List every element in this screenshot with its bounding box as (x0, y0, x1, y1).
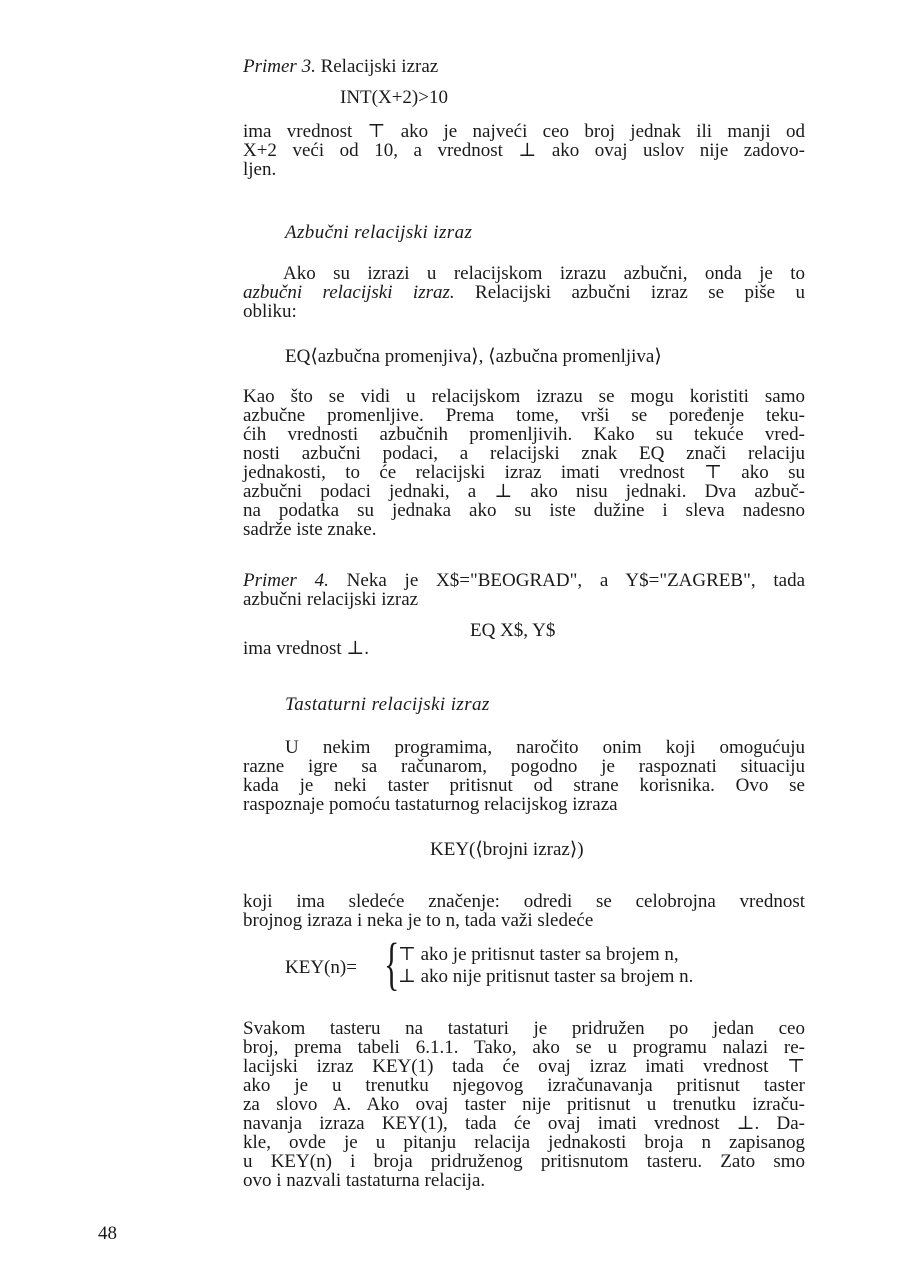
paragraph-line: ljen. (243, 159, 277, 180)
paragraph-line: Kao što se vidi u relacijskom izrazu se mogu koristiti samo (243, 386, 805, 407)
paragraph-line: nosti azbučni podaci, a relacijski znak EQ znači relaciju (243, 443, 805, 464)
left-brace-icon: { (384, 931, 400, 996)
section1-paragraph1 (243, 264, 805, 321)
paragraph-line: ima vrednost ⊤ ako je najveći ceo broj jednak ili manji od (243, 121, 805, 142)
section2-paragraph3 (243, 1019, 805, 1190)
page-number: 48 (98, 1223, 117, 1244)
section-heading-keyboard: Tastaturni relacijski izraz (285, 694, 490, 715)
paragraph-line: broj, prema tabeli 6.1.1. Tako, ako se u programu nalazi re- (243, 1037, 805, 1058)
example3-intro (243, 57, 805, 76)
example4-result: ima vrednost ⊥. (243, 638, 370, 659)
paragraph-line: ovo i nazvali tastaturna relacija. (243, 1170, 486, 1191)
paragraph-line: ćih vrednosti azbučnih promenljivih. Kako su tekuće vred- (243, 424, 805, 445)
paragraph-line (243, 571, 805, 590)
example3-formula: INT(X+2)>10 (340, 87, 448, 108)
example4-paragraph (243, 571, 805, 609)
term-italic: azbučni relacijski izraz. (243, 282, 455, 303)
paragraph-line: azbučni podaci jednaki, a ⊥ ako nisu jednaki. Dva azbuč- (243, 481, 805, 502)
paragraph-line: u KEY(n) i broja pridruženog pritisnutom tasteru. Zato smo (243, 1151, 805, 1172)
paragraph-line: kada je neki taster pritisnut od strane korisnika. Ovo se (243, 775, 805, 796)
section-heading-alphabetic: Azbučni relacijski izraz (285, 222, 473, 243)
paragraph-line: na podatka su jednaka ako su iste dužine i sleva nadesno (243, 500, 805, 521)
paragraph-line: jednakosti, to će relacijski izraz imati vrednost ⊤ ako su (243, 462, 805, 483)
example3-intro-text: Relacijski izraz (320, 56, 439, 77)
example4-formula: EQ X$, Y$ (470, 620, 556, 641)
paragraph-line: razne igre sa računarom, pogodno je raspoznati situaciju (243, 756, 805, 777)
paragraph-line: raspoznaje pomoću tastaturnog relacijskog izraza (243, 794, 618, 815)
paragraph-line: Ako su izrazi u relacijskom izrazu azbučni, onda je to (283, 263, 805, 284)
paragraph-line: brojnog izraza i neka je to n, tada važi sledeće (243, 910, 594, 931)
section2-paragraph2 (243, 892, 805, 930)
paragraph-line: ako je u trenutku njegovog izračunavanja pritisnut taster (243, 1075, 805, 1096)
key-function-lhs: KEY(n)= (285, 957, 357, 978)
paragraph-line: lacijski izraz KEY(1) tada će ovaj izraz imati vrednost ⊤ (243, 1056, 805, 1077)
key-case-pressed: ⊤ ako je pritisnut taster sa brojem n, (398, 944, 679, 965)
section2-paragraph1 (243, 738, 805, 814)
example4-line1: Neka je X$="BEOGRAD", a Y$="ZAGREB", tada (346, 570, 806, 591)
example3-paragraph (243, 122, 805, 179)
paragraph-line: azbučni relacijski izraz (243, 589, 419, 610)
section1-formula: EQ⟨azbučna promenjiva⟩, ⟨azbučna promenljiva⟩ (285, 346, 662, 367)
paragraph-line: koji ima sledeće značenje: odredi se celobrojna vrednost (243, 891, 805, 912)
paragraph-line-rest: Relacijski azbučni izraz se piše u (454, 282, 805, 303)
paragraph-line: obliku: (243, 301, 297, 322)
paragraph-line: X+2 veći od 10, a vrednost ⊥ ako ovaj uslov nije zadovo- (243, 140, 805, 161)
paragraph-line: azbučne promenljive. Prema tome, vrši se poređenje teku- (243, 405, 805, 426)
paragraph-line: navanja izraza KEY(1), tada će ovaj imati vrednost ⊥. Da- (243, 1113, 805, 1134)
example4-label: Primer 4. (243, 570, 329, 591)
key-case-not-pressed: ⊥ ako nije pritisnut taster sa brojem n. (398, 966, 694, 987)
paragraph-line: kle, ovde je u pitanju relacija jednakosti broja n zapisanog (243, 1132, 805, 1153)
section2-formula: KEY(⟨brojni izraz⟩) (430, 839, 584, 860)
paragraph-line (243, 283, 805, 302)
paragraph-line: sadrže iste znake. (243, 519, 377, 540)
paragraph-line: U nekim programima, naročito onim koji omogućuju (285, 737, 805, 758)
paragraph-line: za slovo A. Ako ovaj taster nije pritisnut u trenutku izraču- (243, 1094, 805, 1115)
paragraph-line: Svakom tasteru na tastaturi je pridružen po jedan ceo (243, 1018, 805, 1039)
section1-paragraph2 (243, 387, 805, 539)
example3-label: Primer 3. (243, 56, 316, 77)
